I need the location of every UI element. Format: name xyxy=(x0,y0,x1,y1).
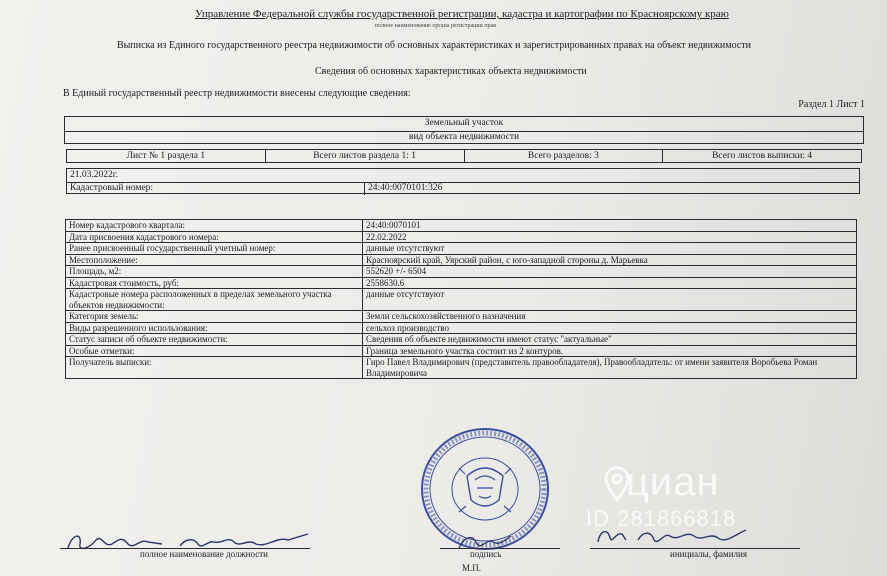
table-row xyxy=(66,346,856,358)
intro-text: В Единый государственный реестр недвижимости внесены следующие сведения: xyxy=(63,88,411,99)
row-value: данные отсутствуют xyxy=(366,243,445,253)
agency-name: Управление Федеральной службы государственной регистрации, кадастра и картографии по Красноярскому краю xyxy=(195,8,729,20)
signature-caption: подпись xyxy=(470,549,502,559)
watermark xyxy=(586,440,816,540)
sheet-number: Лист № 1 раздела 1 xyxy=(67,150,266,162)
characteristics-table xyxy=(65,219,857,379)
row-value: Красноярский край, Уярский район, с юго-западной стороны д. Марьевка xyxy=(366,254,648,265)
page-reference: Раздел 1 Лист 1 xyxy=(798,99,865,110)
table-row xyxy=(66,289,856,311)
watermark-id: ID 281866818 xyxy=(586,506,737,531)
row-value: Сведения об объекте недвижимости имеют статус "актуальные" xyxy=(366,334,612,344)
section-title: Сведения об основных характеристиках объекта недвижимости xyxy=(315,66,587,77)
cadastral-number: 24:40:0070101:326 xyxy=(364,183,442,195)
table-row xyxy=(66,243,856,255)
name-caption: инициалы, фамилия xyxy=(670,549,747,559)
row-value: 552620 +/- 6504 xyxy=(366,266,427,276)
row-label: Статус записи об объекте недвижимости: xyxy=(66,334,363,345)
table-row xyxy=(66,232,856,244)
row-value: 22.02.2022 xyxy=(366,231,407,242)
row-label: Местоположение: xyxy=(66,255,363,266)
row-label: Особые отметки: xyxy=(66,346,363,357)
row-label: Виды разрешенного использования: xyxy=(66,323,363,334)
object-type: Земельный участок xyxy=(65,117,863,132)
row-label: Дата присвоения кадастрового номера: xyxy=(66,232,363,243)
agency-caption: полное наименование органа регистрации прав xyxy=(375,23,497,29)
sheets-row xyxy=(66,149,862,163)
row-value: Граница земельного участка состоит из 2 контуров. xyxy=(366,345,564,356)
row-value: 24:40:0070101 xyxy=(366,220,421,230)
row-value: данные отсутствуют xyxy=(366,289,445,299)
extract-date: 21.03.2022г. xyxy=(70,170,118,180)
table-row xyxy=(66,220,856,232)
object-type-caption: вид объекта недвижимости xyxy=(408,132,520,142)
row-label: Кадастровые номера расположенных в пределах земельного участка объектов недвижимости: xyxy=(66,289,363,310)
extract-title: Выписка из Единого государственного реестра недвижимости об основных характеристиках и зарегистрированных правах на объект недвижимости xyxy=(117,40,752,51)
row-label: Получатель выписки: xyxy=(66,357,363,378)
seal-caption: М.П. xyxy=(462,563,482,573)
table-row xyxy=(66,323,856,335)
table-row xyxy=(66,334,856,346)
row-value: Земли сельскохозяйственного назначения xyxy=(366,311,526,321)
row-label: Кадастровая стоимость, руб: xyxy=(66,278,363,289)
table-row xyxy=(66,357,856,378)
cadastral-label: Кадастровый номер: xyxy=(70,183,154,193)
object-type-box xyxy=(64,116,864,144)
row-value: Гиро Павел Владимирович (представитель правообладателя), Правообладатель: от имени заявителя Воробьева Роман Владимировича xyxy=(366,357,818,378)
table-row xyxy=(66,311,856,323)
watermark-brand: циан xyxy=(626,460,720,504)
row-label: Категория земель: xyxy=(66,311,363,322)
row-label: Ранее присвоенный государственный учетный номер: xyxy=(66,243,363,254)
sections-total: Всего разделов: 3 xyxy=(465,150,664,162)
row-label: Площадь, м2: xyxy=(66,266,363,277)
table-row xyxy=(66,278,856,290)
cadastral-box xyxy=(66,168,860,194)
section-sheets-total: Всего листов раздела 1: 1 xyxy=(266,150,465,162)
table-row xyxy=(66,255,856,267)
position-caption: полное наименование должности xyxy=(140,549,268,559)
row-label: Номер кадастрового квартала: xyxy=(66,220,363,231)
extract-sheets-total: Всего листов выписки: 4 xyxy=(712,151,813,161)
table-row xyxy=(66,266,856,278)
cadastral-row xyxy=(67,182,859,195)
row-value: 2558630.6 xyxy=(366,277,405,288)
row-value: сельхоз производство xyxy=(366,322,449,333)
